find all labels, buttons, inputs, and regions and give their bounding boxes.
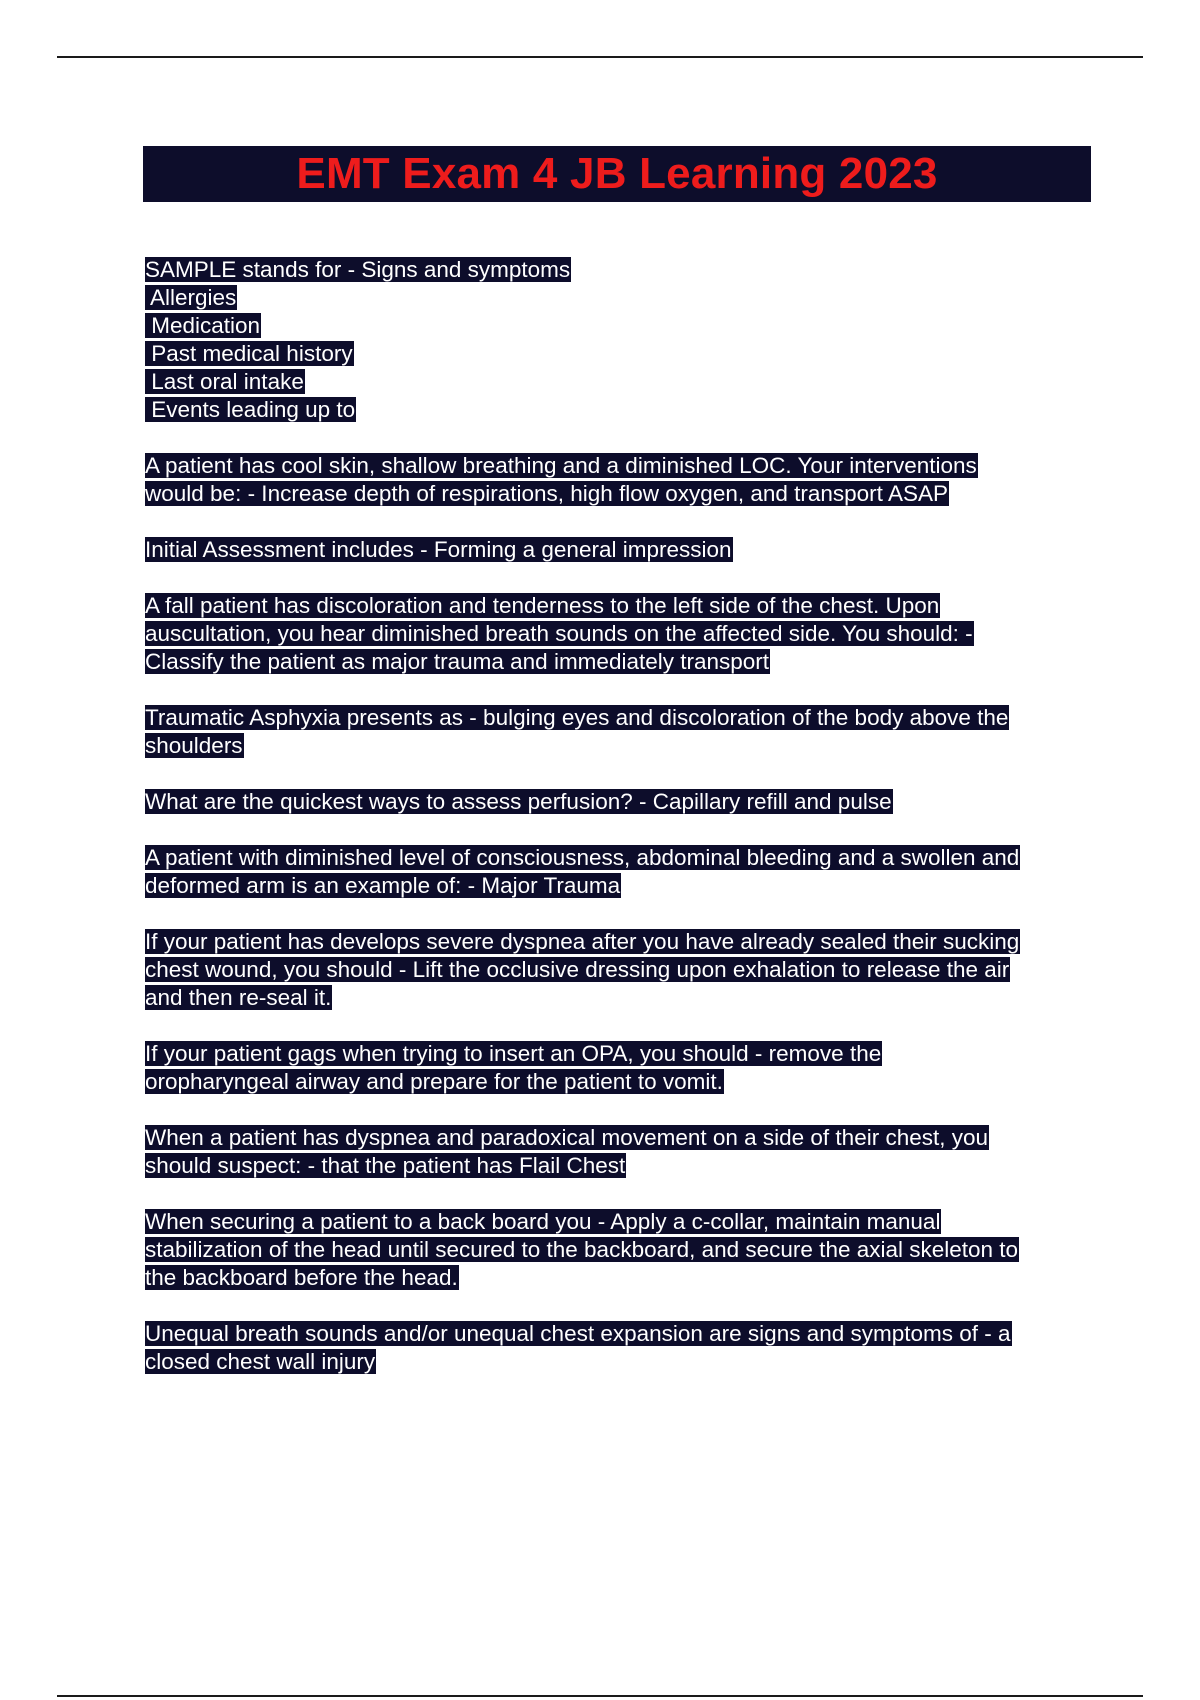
highlighted-text: the backboard before the head.	[145, 1265, 458, 1290]
text-line	[145, 1068, 1095, 1096]
text-line	[145, 704, 1095, 732]
highlighted-text: Last oral intake	[145, 369, 304, 394]
text-line	[145, 648, 1095, 676]
highlighted-text: auscultation, you hear diminished breath sounds on the affected side. You should: -	[145, 621, 973, 646]
highlighted-text: If your patient gags when trying to insert an OPA, you should - remove the	[145, 1041, 882, 1066]
text-line	[145, 1264, 1095, 1292]
text-line	[145, 256, 1095, 284]
text-line	[145, 396, 1095, 424]
highlighted-text: A patient has cool skin, shallow breathing and a diminished LOC. Your interventions	[145, 453, 977, 478]
text-line	[145, 592, 1095, 620]
highlighted-text: Classify the patient as major trauma and immediately transport	[145, 649, 770, 674]
highlighted-text: A patient with diminished level of consciousness, abdominal bleeding and a swollen and	[145, 845, 1020, 870]
highlighted-text: closed chest wall injury	[145, 1349, 376, 1374]
sample-mnemonic	[145, 256, 1095, 424]
highlighted-text: Initial Assessment includes - Forming a general impression	[145, 537, 732, 562]
highlighted-text: deformed arm is an example of: - Major Trauma	[145, 873, 621, 898]
qa-item	[145, 704, 1095, 760]
highlighted-text: should suspect: - that the patient has Flail Chest	[145, 1153, 626, 1178]
text-line	[145, 928, 1095, 956]
highlighted-text: Unequal breath sounds and/or unequal chest expansion are signs and symptoms of - a	[145, 1321, 1011, 1346]
highlighted-text: and then re-seal it.	[145, 985, 332, 1010]
highlighted-text: What are the quickest ways to assess perfusion? - Capillary refill and pulse	[145, 789, 892, 814]
text-line	[145, 1320, 1095, 1348]
qa-item	[145, 536, 1095, 564]
text-line	[145, 368, 1095, 396]
text-line	[145, 732, 1095, 760]
document-title: EMT Exam 4 JB Learning 2023	[296, 149, 938, 198]
text-line	[145, 1152, 1095, 1180]
highlighted-text: oropharyngeal airway and prepare for the patient to vomit.	[145, 1069, 723, 1094]
text-line	[145, 1124, 1095, 1152]
highlighted-text: When a patient has dyspnea and paradoxical movement on a side of their chest, you	[145, 1125, 989, 1150]
qa-item	[145, 928, 1095, 1012]
bottom-rule	[57, 1695, 1143, 1697]
text-line	[145, 844, 1095, 872]
highlighted-text: If your patient has develops severe dyspnea after you have already sealed their sucking	[145, 929, 1020, 954]
text-line	[145, 312, 1095, 340]
text-line	[145, 1040, 1095, 1068]
text-line	[145, 480, 1095, 508]
highlighted-text: Events leading up to	[145, 397, 356, 422]
title-banner	[143, 146, 1091, 202]
qa-item	[145, 1208, 1095, 1292]
top-rule	[57, 56, 1143, 58]
highlighted-text: Allergies	[145, 285, 237, 310]
qa-item	[145, 844, 1095, 900]
document-body	[145, 256, 1095, 1404]
highlighted-text: shoulders	[145, 733, 243, 758]
qa-item	[145, 1320, 1095, 1376]
text-line	[145, 872, 1095, 900]
qa-item	[145, 1040, 1095, 1096]
highlighted-text: Past medical history	[145, 341, 353, 366]
qa-item	[145, 452, 1095, 508]
text-line	[145, 984, 1095, 1012]
highlighted-text: would be: - Increase depth of respirations, high flow oxygen, and transport ASAP	[145, 481, 948, 506]
text-line	[145, 788, 1095, 816]
text-line	[145, 452, 1095, 480]
highlighted-text: Traumatic Asphyxia presents as - bulging eyes and discoloration of the body above the	[145, 705, 1009, 730]
text-line	[145, 340, 1095, 368]
highlighted-text: Medication	[145, 313, 261, 338]
highlighted-text: When securing a patient to a back board you - Apply a c-collar, maintain manual	[145, 1209, 941, 1234]
qa-item	[145, 592, 1095, 676]
text-line	[145, 1348, 1095, 1376]
text-line	[145, 1236, 1095, 1264]
text-line	[145, 1208, 1095, 1236]
highlighted-text: stabilization of the head until secured to the backboard, and secure the axial skeleton to	[145, 1237, 1019, 1262]
text-line	[145, 536, 1095, 564]
highlighted-text: SAMPLE stands for - Signs and symptoms	[145, 257, 571, 282]
qa-item	[145, 788, 1095, 816]
qa-item	[145, 1124, 1095, 1180]
text-line	[145, 956, 1095, 984]
text-line	[145, 620, 1095, 648]
text-line	[145, 284, 1095, 312]
highlighted-text: chest wound, you should - Lift the occlusive dressing upon exhalation to release the air	[145, 957, 1010, 982]
highlighted-text: A fall patient has discoloration and tenderness to the left side of the chest. Upon	[145, 593, 940, 618]
